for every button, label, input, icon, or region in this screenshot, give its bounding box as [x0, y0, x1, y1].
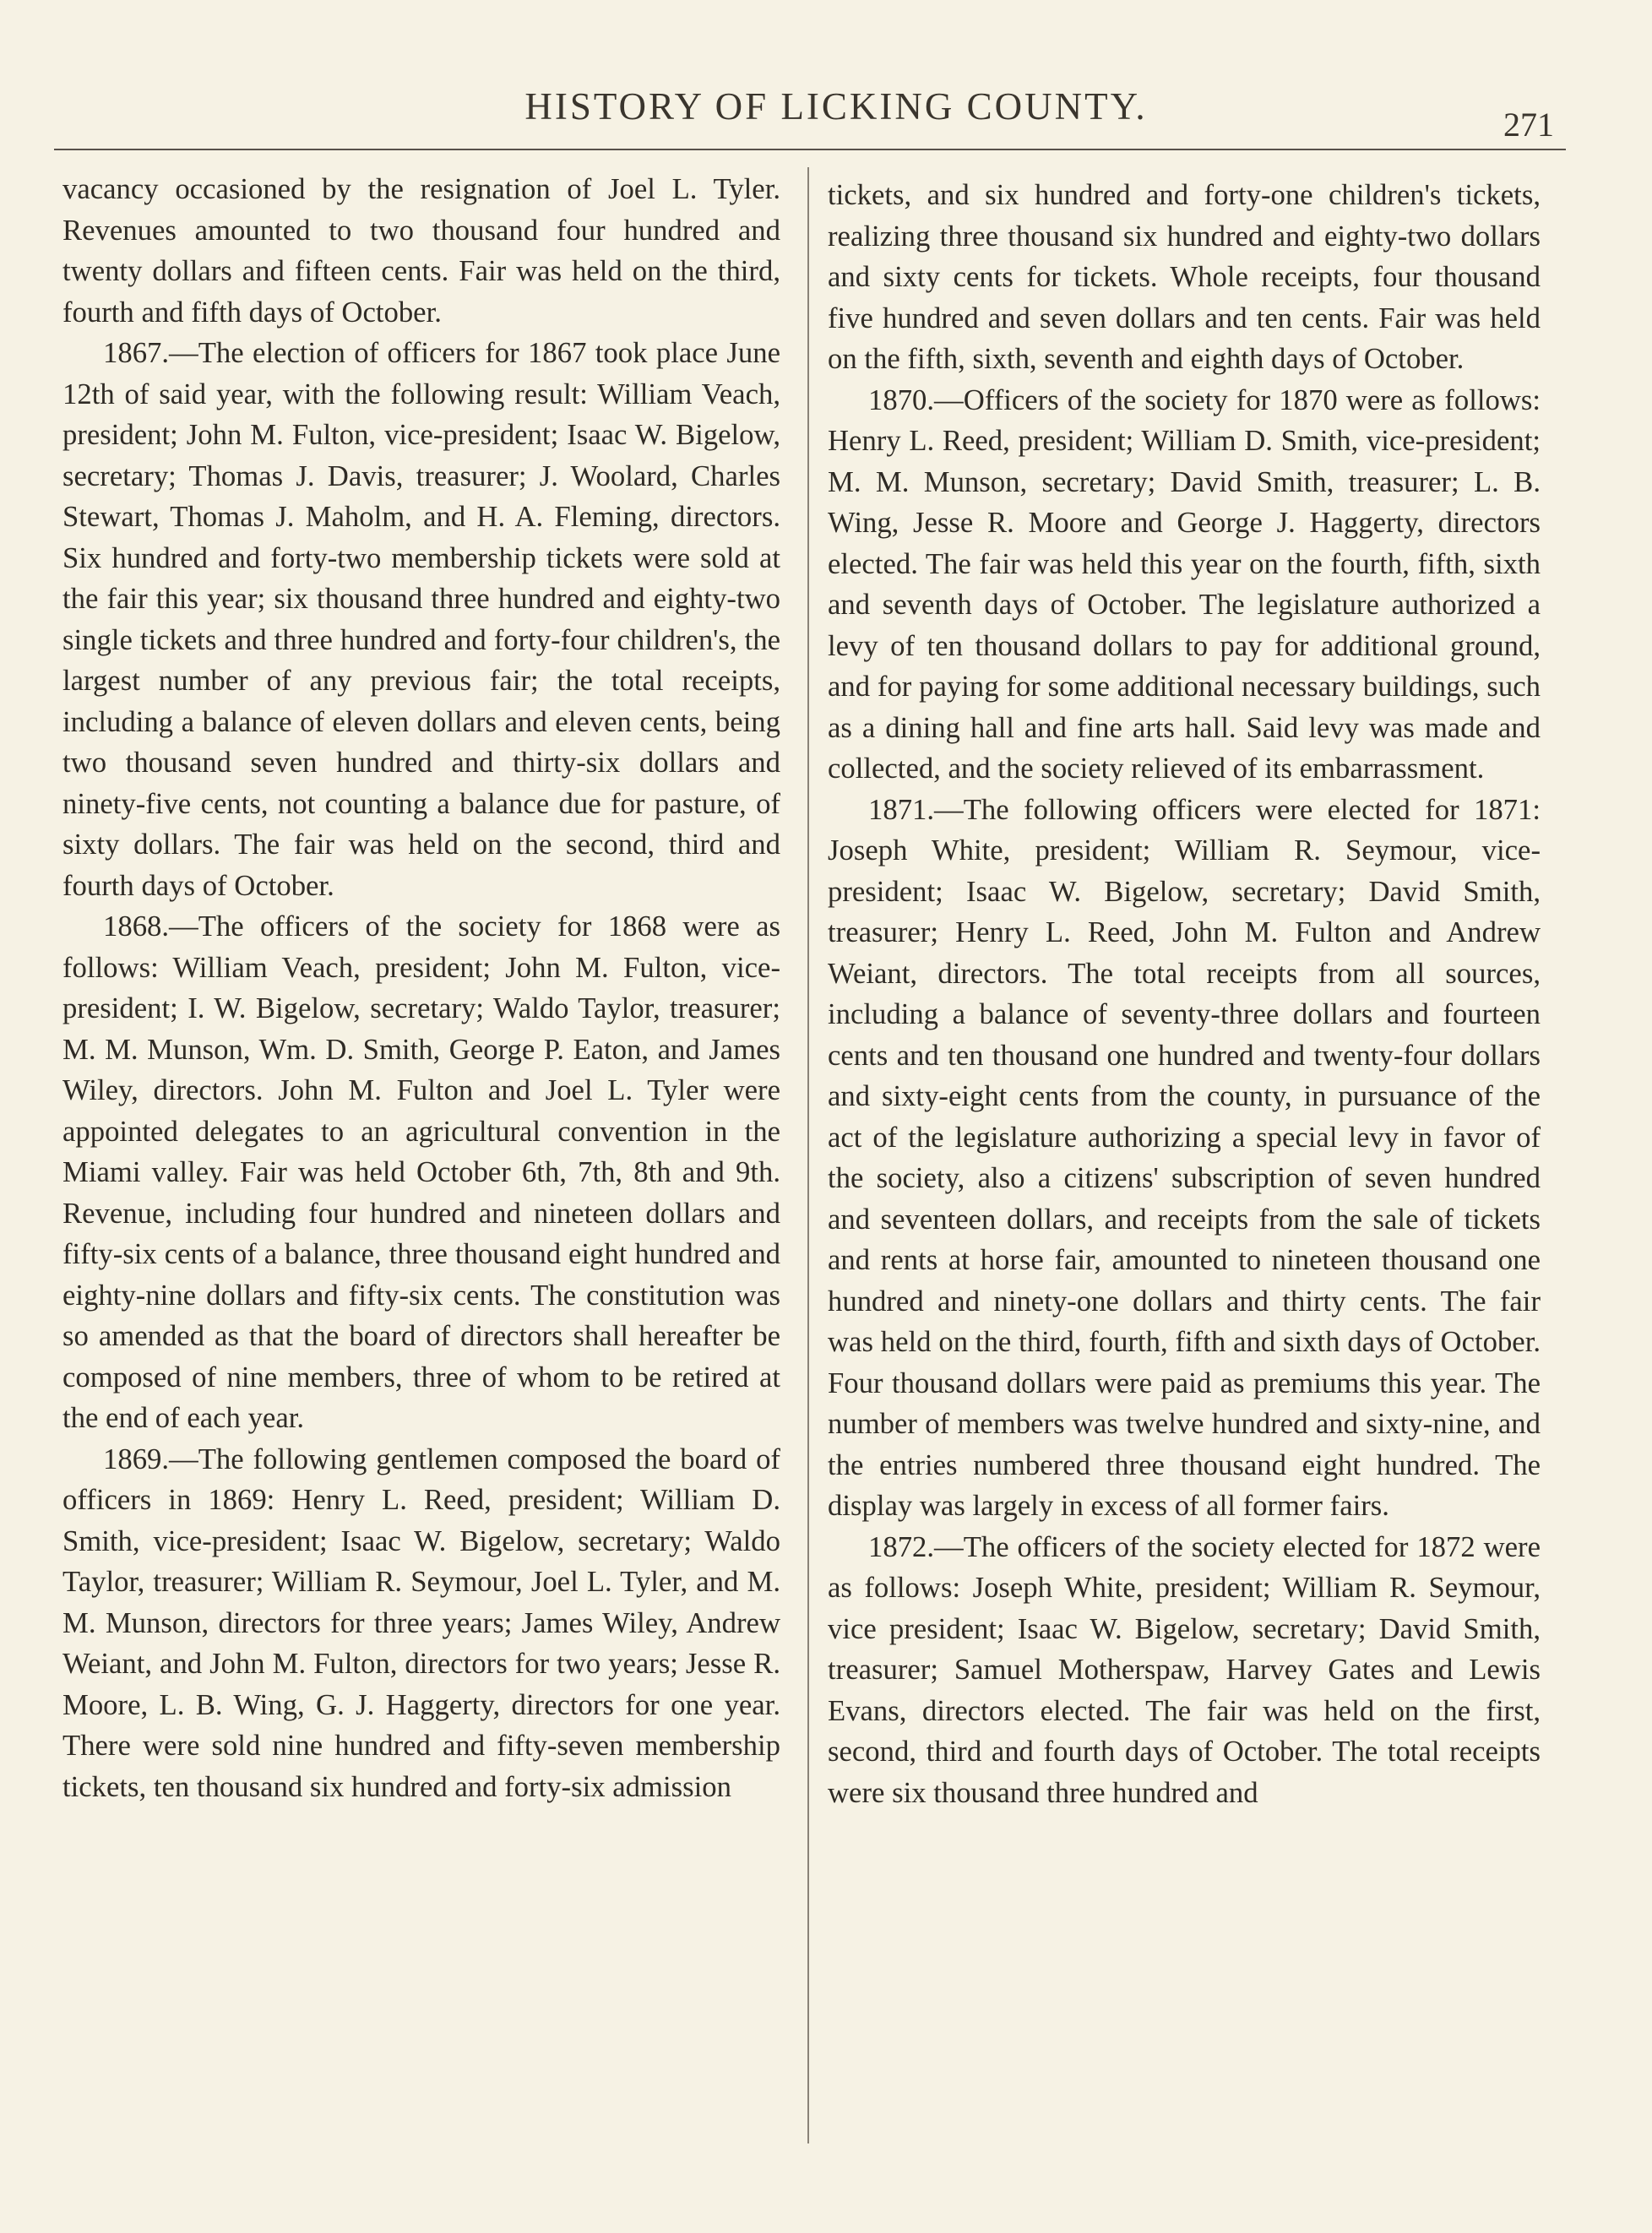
paragraph-1867: 1867.—The election of officers for 1867 took place June 12th of said year, with the following result: William Veach, president; John M. Fulton, vice-president; Isaac W. Bigelow, secretary; Thomas J. Davis, treasurer; J. Woolard, Charles Stewart, Thomas J. Maholm, and H. A. Fleming, directors. Six hundred and forty-two membership tickets were sold at the fair this year; six thousand three hundred and eighty-two single tickets and three hundred and forty-four children's, the largest number of any previous fair; the total receipts, including a balance of eleven dollars and eleven cents, being two thousand seven hundred and thirty-six dollars and ninety-five cents, not counting a balance due for pasture, of sixty dollars. The fair was held on the second, third and fourth days of October.: [62, 336, 780, 902]
column-divider: [807, 167, 809, 2143]
left-column: [62, 169, 780, 1807]
header-rule: [54, 149, 1566, 150]
paragraph-continued-1869: tickets, and six hundred and forty-one children's tickets, realizing three thousand six hundred and eighty-two dollars and sixty cents for tickets. Whole receipts, four thousand five hundred and seven dollars and ten cents. Fair was held on the fifth, sixth, seventh and eighth days of October.: [828, 178, 1541, 375]
page-header: [51, 84, 1571, 144]
paragraph-1870: 1870.—Officers of the society for 1870 were as follows: Henry L. Reed, president; William D. Smith, vice-president; M. M. Munson, secretary; David Smith, treasurer; L. B. Wing, Jesse R. Moore and George J. Haggerty, directors elected. The fair was held this year on the fourth, fifth, sixth and seventh days of October. The legislature authorized a levy of ten thousand dollars to pay for additional ground, and for paying for some additional necessary buildings, such as a dining hall and fine arts hall. Said levy was made and collected, and the society relieved of its embarrassment.: [828, 383, 1541, 785]
paragraph-1871: 1871.—The following officers were elected for 1871: Joseph White, president; William R. Seymour, vice-president; Isaac W. Bigelow, secretary; David Smith, treasurer; Henry L. Reed, John M. Fulton and Andrew Weiant, directors. The total receipts from all sources, including a balance of seventy-three dollars and fourteen cents and ten thousand one hundred and twenty-four dollars and sixty-eight cents from the county, in pursuance of the act of the legislature authorizing a special levy in favor of the society, also a citizens' subscription of seven hundred and seventeen dollars, and receipts from the sale of tickets and rents at horse fair, amounted to nineteen thousand one hundred and ninety-one dollars and thirty cents. The fair was held on the third, fourth, fifth and sixth days of October. Four thousand dollars were paid as premiums this year. The number of members was twelve hundred and sixty-nine, and the entries numbered three thousand eight hundred. The display was largely in excess of all former fairs.: [828, 792, 1541, 1522]
paragraph-1868: 1868.—The officers of the society for 1868 were as follows: William Veach, president; John M. Fulton, vice-president; I. W. Bigelow, secretary; Waldo Taylor, treasurer; M. M. Munson, Wm. D. Smith, George P. Eaton, and James Wiley, directors. John M. Fulton and Joel L. Tyler were appointed delegates to an agricultural convention in the Miami valley. Fair was held October 6th, 7th, 8th and 9th. Revenue, including four hundred and nineteen dollars and fifty-six cents of a balance, three thousand eight hundred and eighty-nine dollars and fifty-six cents. The constitution was so amended as that the board of directors shall hereafter be composed of nine members, three of whom to be retired at the end of each year.: [62, 910, 780, 1434]
running-head-title: HISTORY OF LICKING COUNTY.: [524, 85, 1148, 128]
page-number: 271: [1503, 106, 1554, 144]
paragraph-continued: vacancy occasioned by the resignation of Joel L. Tyler. Revenues amounted to two thousand four hundred and twenty dollars and fifteen cents. Fair was held on the third, fourth and fifth days of October.: [62, 172, 780, 329]
paragraph-1869: 1869.—The following gentlemen composed the board of officers in 1869: Henry L. Reed, president; William D. Smith, vice-president; Isaac W. Bigelow, secretary; Waldo Taylor, treasurer; William R. Seymour, Joel L. Tyler, and M. M. Munson, directors for three years; James Wiley, Andrew Weiant, and John M. Fulton, directors for two years; Jesse R. Moore, L. B. Wing, G. J. Haggerty, directors for one year. There were sold nine hundred and fifty-seven membership tickets, ten thousand six hundred and forty-six admission: [62, 1442, 780, 1803]
right-column: [828, 175, 1541, 1813]
paragraph-1872: 1872.—The officers of the society elected for 1872 were as follows: Joseph White, president; William R. Seymour, vice president; Isaac W. Bigelow, secretary; David Smith, treasurer; Samuel Motherspaw, Harvey Gates and Lewis Evans, directors elected. The fair was held on the first, second, third and fourth days of October. The total receipts were six thousand three hundred and: [828, 1529, 1541, 1809]
